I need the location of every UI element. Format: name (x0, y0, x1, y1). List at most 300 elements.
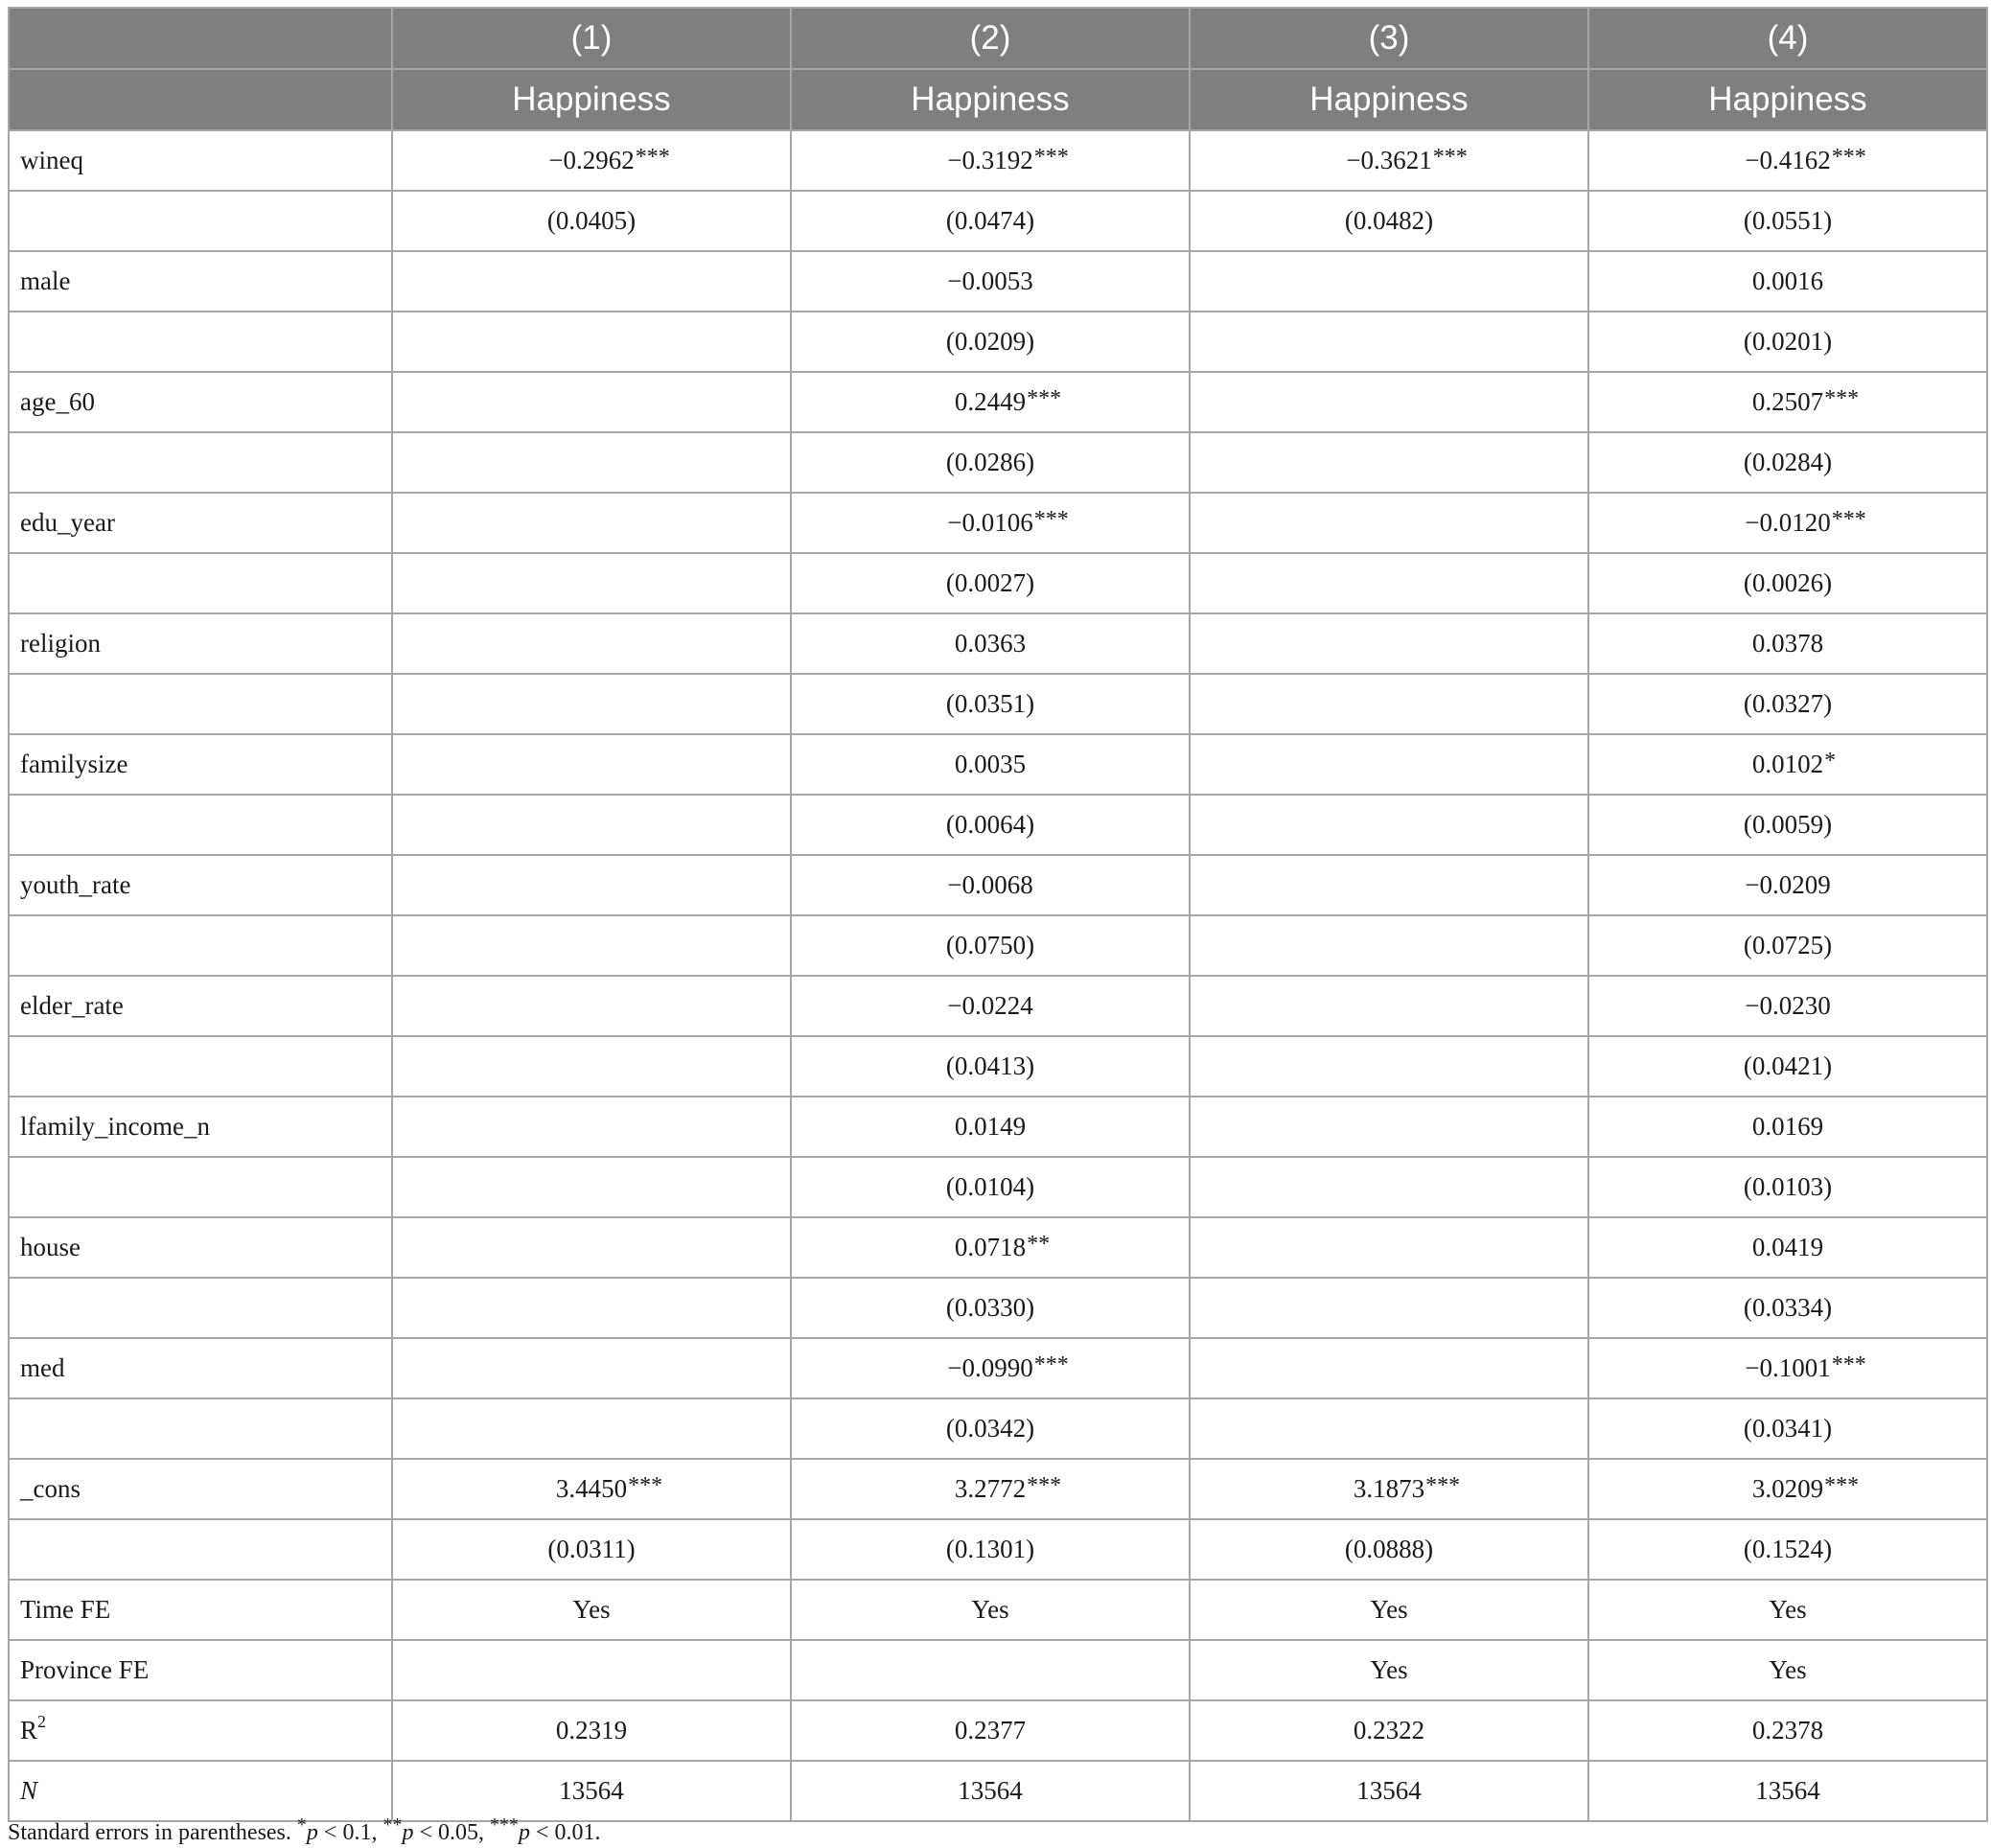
significance-stars: * (1824, 749, 1837, 774)
table-cell (1588, 251, 1987, 312)
cell-value-wrapper (1370, 1595, 1407, 1625)
cell-value: 0.0378 (1751, 629, 1824, 658)
row-label (9, 312, 392, 372)
table-row (9, 734, 1987, 795)
table-cell (1190, 1217, 1588, 1278)
footnote-prefix: Standard errors in parentheses. (8, 1820, 297, 1845)
table-cell (791, 1700, 1190, 1761)
cell-value: (0.0286) (945, 448, 1035, 476)
table-cell (1190, 372, 1588, 432)
cell-value: (0.0334) (1743, 1293, 1833, 1322)
table-cell (1588, 1036, 1987, 1097)
cell-value: (0.0284) (1743, 448, 1833, 476)
significance-stars: *** (1033, 507, 1069, 532)
table-row (9, 1398, 1987, 1459)
row-label (9, 613, 392, 674)
table-header (9, 8, 1987, 130)
significance-stars: *** (1824, 1473, 1860, 1498)
cell-value-wrapper (947, 870, 1032, 900)
table-cell (392, 613, 791, 674)
cell-value: −0.0224 (947, 991, 1033, 1020)
cell-value: Yes (1769, 1595, 1807, 1624)
row-label-text: N (20, 1776, 38, 1805)
row-label-text: R (20, 1716, 38, 1744)
cell-value-wrapper (946, 1414, 1034, 1444)
table-cell (791, 1217, 1190, 1278)
table-cell (1588, 613, 1987, 674)
table-cell (1588, 1338, 1987, 1398)
cell-value-wrapper (1744, 1535, 1832, 1564)
row-label (9, 674, 392, 734)
cell-value-wrapper (1744, 327, 1832, 357)
table-row (9, 1580, 1987, 1640)
table-row (9, 1157, 1987, 1217)
table-cell (1588, 795, 1987, 855)
table-cell (1588, 976, 1987, 1036)
footnote-threshold-1: < 0.1, (317, 1820, 383, 1845)
cell-value-wrapper (1745, 991, 1830, 1021)
table-row (9, 1459, 1987, 1519)
table-cell (1190, 855, 1588, 915)
cell-value: 13564 (1755, 1776, 1820, 1805)
table-cell (1588, 1519, 1987, 1580)
cell-value-wrapper (954, 1232, 1051, 1262)
table-cell (1588, 1278, 1987, 1338)
table-cell (791, 734, 1190, 795)
row-label-text: religion (20, 629, 101, 658)
cell-value: 0.0169 (1751, 1112, 1824, 1141)
dependent-variable-2: Happiness (791, 69, 1190, 130)
cell-value-wrapper (1751, 386, 1860, 417)
footnote-star-2: ** (382, 1814, 403, 1836)
cell-value-wrapper (1752, 1233, 1823, 1262)
footnote-p-1: p (306, 1820, 318, 1845)
cell-value: 3.0209 (1751, 1474, 1824, 1503)
model-number-1: (1) (392, 8, 791, 69)
cell-value-wrapper (1751, 1473, 1860, 1504)
header-corner-cell (9, 69, 392, 130)
row-label-text: med (20, 1353, 65, 1382)
cell-value: 0.0419 (1751, 1233, 1824, 1261)
table-cell (791, 1519, 1190, 1580)
row-label-text: age_60 (20, 387, 95, 416)
table-cell (1190, 1700, 1588, 1761)
table-cell (791, 493, 1190, 553)
row-label (9, 1097, 392, 1157)
cell-value-wrapper (1751, 749, 1837, 779)
cell-value: 3.1873 (1353, 1474, 1425, 1503)
table-row (9, 432, 1987, 493)
cell-value-wrapper (1752, 1716, 1823, 1745)
cell-value-wrapper (1744, 1172, 1832, 1202)
cell-value: (0.0201) (1743, 327, 1833, 356)
cell-value-wrapper (1745, 145, 1866, 175)
table-cell (791, 976, 1190, 1036)
cell-value-wrapper (1744, 448, 1832, 477)
table-cell (392, 432, 791, 493)
table-row (9, 1278, 1987, 1338)
cell-value-wrapper (1354, 1716, 1424, 1745)
table-row (9, 613, 1987, 674)
table-cell (1190, 976, 1588, 1036)
cell-value: (0.0405) (546, 206, 637, 235)
cell-value: (0.0330) (945, 1293, 1035, 1322)
row-label (9, 1700, 392, 1761)
row-label (9, 1398, 392, 1459)
cell-value: Yes (1370, 1655, 1408, 1684)
table-cell (392, 1519, 791, 1580)
cell-value-wrapper (1755, 1776, 1820, 1806)
table-cell (1190, 553, 1588, 613)
table-cell (392, 1278, 791, 1338)
table-cell (1190, 613, 1588, 674)
row-label (9, 1761, 392, 1821)
row-label (9, 1217, 392, 1278)
table-cell (1190, 1338, 1588, 1398)
cell-value-wrapper (946, 1172, 1034, 1202)
table-row (9, 915, 1987, 976)
cell-value-wrapper (946, 810, 1034, 840)
cell-value-wrapper (1744, 1414, 1832, 1444)
table-row (9, 372, 1987, 432)
table-cell (392, 1338, 791, 1398)
table-cell (791, 1097, 1190, 1157)
cell-value-wrapper (955, 750, 1026, 779)
cell-value: (0.0888) (1344, 1535, 1434, 1563)
cell-value-wrapper (1744, 931, 1832, 960)
table-cell (791, 251, 1190, 312)
cell-value-wrapper (1353, 1473, 1461, 1504)
cell-value-wrapper (1346, 145, 1468, 175)
significance-stars: *** (1033, 145, 1069, 170)
cell-value-wrapper (946, 1535, 1034, 1564)
table-cell (791, 1036, 1190, 1097)
row-label-text: youth_rate (20, 870, 131, 899)
cell-value-wrapper (1744, 1051, 1832, 1081)
cell-value-wrapper (971, 1595, 1008, 1625)
cell-value-wrapper (1744, 689, 1832, 719)
table-row (9, 976, 1987, 1036)
row-label-text: elder_rate (20, 991, 124, 1020)
table-cell (1588, 312, 1987, 372)
table-row (9, 1519, 1987, 1580)
table-cell (1190, 191, 1588, 251)
table-row (9, 312, 1987, 372)
table-row (9, 191, 1987, 251)
row-label (9, 976, 392, 1036)
table-cell (1588, 130, 1987, 191)
cell-value-wrapper (1744, 568, 1832, 598)
table-cell (392, 1640, 791, 1700)
cell-value: (0.0474) (945, 206, 1035, 235)
row-label (9, 1580, 392, 1640)
table-cell (392, 130, 791, 191)
table-row (9, 1700, 1987, 1761)
table-cell (1190, 1459, 1588, 1519)
significance-stars: *** (628, 1473, 663, 1498)
table-cell (1588, 1640, 1987, 1700)
row-label (9, 1338, 392, 1398)
table-row (9, 1097, 1987, 1157)
table-cell (1190, 432, 1588, 493)
cell-value: (0.0209) (945, 327, 1035, 356)
cell-value-wrapper (955, 1716, 1026, 1745)
table-cell (392, 1700, 791, 1761)
table-cell (1190, 1640, 1588, 1700)
table-cell (392, 1761, 791, 1821)
table-cell (1588, 1217, 1987, 1278)
table-cell (1588, 191, 1987, 251)
cell-value: (0.0103) (1743, 1172, 1833, 1201)
table-cell (1588, 372, 1987, 432)
cell-value-wrapper (946, 206, 1034, 236)
cell-value: (0.0413) (945, 1051, 1035, 1080)
cell-value-wrapper (1752, 629, 1823, 658)
row-label-text: Time FE (20, 1595, 111, 1624)
cell-value-wrapper (1745, 870, 1830, 900)
table-cell (1588, 432, 1987, 493)
dependent-variable-1: Happiness (392, 69, 791, 130)
table-cell (1588, 855, 1987, 915)
row-label (9, 432, 392, 493)
cell-value: (0.0482) (1344, 206, 1434, 235)
row-label (9, 734, 392, 795)
table-cell (791, 1640, 1190, 1700)
cell-value: Yes (572, 1595, 611, 1624)
table-cell (1190, 1519, 1588, 1580)
cell-value-wrapper (556, 1716, 627, 1745)
row-label-text: house (20, 1233, 81, 1261)
row-label-text: lfamily_income_n (20, 1112, 210, 1141)
cell-value-wrapper (946, 568, 1034, 598)
cell-value: (0.0327) (1743, 689, 1833, 718)
cell-value-wrapper (947, 991, 1032, 1021)
row-label (9, 915, 392, 976)
table-cell (392, 1459, 791, 1519)
table-cell (791, 1338, 1190, 1398)
row-label (9, 130, 392, 191)
cell-value: 13564 (1356, 1776, 1422, 1805)
cell-value: −0.0106 (947, 508, 1033, 537)
table-cell (1588, 1398, 1987, 1459)
table-cell (1190, 251, 1588, 312)
table-cell (392, 795, 791, 855)
cell-value: (0.0750) (945, 931, 1035, 959)
table-cell (1588, 1761, 1987, 1821)
cell-value: 0.2378 (1751, 1716, 1824, 1744)
cell-value: (0.0027) (945, 568, 1035, 597)
table-cell (791, 674, 1190, 734)
table-cell (1588, 674, 1987, 734)
header-corner-cell (9, 8, 392, 69)
cell-value-wrapper (1744, 1293, 1832, 1323)
table-row (9, 553, 1987, 613)
table-row (9, 130, 1987, 191)
cell-value-wrapper (947, 145, 1069, 175)
table-cell (1190, 1278, 1588, 1338)
table-cell (1588, 553, 1987, 613)
table-row (9, 1217, 1987, 1278)
cell-value: (0.0104) (945, 1172, 1035, 1201)
significance-stars: *** (1824, 386, 1860, 411)
table-cell (791, 795, 1190, 855)
cell-value-wrapper (955, 629, 1026, 658)
table-cell (791, 372, 1190, 432)
table-cell (392, 553, 791, 613)
row-label (9, 251, 392, 312)
cell-value: 0.2507 (1751, 387, 1824, 416)
row-label (9, 553, 392, 613)
cell-value: Yes (1769, 1655, 1807, 1684)
cell-value-wrapper (947, 507, 1069, 538)
cell-value: −0.0068 (947, 870, 1033, 899)
table-cell (1588, 734, 1987, 795)
table-cell (392, 674, 791, 734)
cell-value-wrapper (1370, 1655, 1407, 1685)
cell-value: 3.4450 (555, 1474, 628, 1503)
table-cell (392, 312, 791, 372)
cell-value-wrapper (547, 206, 636, 236)
significance-stars: *** (1831, 507, 1866, 532)
significance-stars: *** (1831, 1352, 1866, 1377)
table-cell (791, 613, 1190, 674)
header-row-dependent-variables (9, 69, 1987, 130)
table-cell (392, 1157, 791, 1217)
footnote-p-3: p (519, 1820, 530, 1845)
footnote-star-1: * (296, 1814, 307, 1836)
table-cell (392, 493, 791, 553)
row-label (9, 1640, 392, 1700)
table-cell (1190, 1157, 1588, 1217)
cell-value: −0.0120 (1745, 508, 1831, 537)
row-label (9, 493, 392, 553)
cell-value: −0.3192 (947, 146, 1033, 174)
cell-value-wrapper (1752, 1112, 1823, 1142)
significance-stars: ** (1027, 1232, 1051, 1257)
table-row (9, 493, 1987, 553)
table-cell (791, 1580, 1190, 1640)
cell-value: 0.2377 (954, 1716, 1027, 1744)
cell-value-wrapper (1769, 1655, 1806, 1685)
regression-table-container (8, 7, 1987, 1822)
row-label (9, 1036, 392, 1097)
table-cell (392, 1036, 791, 1097)
cell-value-wrapper (946, 931, 1034, 960)
cell-value: 3.2772 (954, 1474, 1027, 1503)
cell-value: (0.1524) (1743, 1535, 1833, 1563)
cell-value: (0.0351) (945, 689, 1035, 718)
cell-value-wrapper (1345, 1535, 1433, 1564)
table-cell (791, 1278, 1190, 1338)
table-cell (791, 432, 1190, 493)
cell-value-wrapper (954, 1473, 1062, 1504)
table-row (9, 251, 1987, 312)
row-label (9, 372, 392, 432)
regression-table (8, 7, 1988, 1822)
cell-value-wrapper (946, 1051, 1034, 1081)
table-row (9, 674, 1987, 734)
cell-value-wrapper (946, 448, 1034, 477)
row-label (9, 1157, 392, 1217)
cell-value: 0.0363 (954, 629, 1027, 658)
cell-value-wrapper (947, 1352, 1069, 1383)
table-row (9, 855, 1987, 915)
significance-stars: *** (1027, 1473, 1062, 1498)
table-cell (1190, 1097, 1588, 1157)
cell-value-wrapper (1745, 1352, 1866, 1383)
row-label (9, 795, 392, 855)
model-number-4: (4) (1588, 8, 1987, 69)
table-cell (1190, 734, 1588, 795)
table-cell (791, 1398, 1190, 1459)
table-cell (392, 1097, 791, 1157)
cell-value: (0.1301) (945, 1535, 1035, 1563)
cell-value-wrapper (548, 145, 670, 175)
cell-value: (0.0551) (1743, 206, 1833, 235)
model-number-3: (3) (1190, 8, 1588, 69)
table-cell (1190, 312, 1588, 372)
table-row (9, 795, 1987, 855)
table-cell (1588, 1097, 1987, 1157)
row-label (9, 191, 392, 251)
table-cell (791, 312, 1190, 372)
table-cell (1190, 130, 1588, 191)
footnote-threshold-2: < 0.05, (413, 1820, 490, 1845)
table-cell (791, 191, 1190, 251)
table-cell (791, 855, 1190, 915)
row-label-text: wineq (20, 146, 83, 174)
table-body (9, 130, 1987, 1821)
table-cell (392, 734, 791, 795)
cell-value-wrapper (1356, 1776, 1422, 1806)
row-label (9, 1278, 392, 1338)
significance-stars: *** (1027, 386, 1062, 411)
cell-value: (0.0064) (945, 810, 1035, 839)
footnote-p-2: p (402, 1820, 414, 1845)
cell-value: 13564 (958, 1776, 1023, 1805)
cell-value: Yes (1370, 1595, 1408, 1624)
table-cell (1190, 1398, 1588, 1459)
table-cell (791, 553, 1190, 613)
row-label-text: male (20, 266, 71, 295)
cell-value-wrapper (954, 386, 1062, 417)
cell-value: 0.0718 (954, 1233, 1027, 1261)
table-cell (1190, 1761, 1588, 1821)
significance-stars: *** (1831, 145, 1866, 170)
row-label-text: _cons (20, 1474, 81, 1503)
header-row-model-numbers (9, 8, 1987, 69)
table-cell (1190, 493, 1588, 553)
table-cell (1588, 1459, 1987, 1519)
dependent-variable-3: Happiness (1190, 69, 1588, 130)
cell-value: (0.0341) (1743, 1414, 1833, 1443)
cell-value: −0.0990 (947, 1353, 1033, 1382)
cell-value-wrapper (1745, 507, 1866, 538)
table-cell (392, 191, 791, 251)
cell-value: (0.0421) (1743, 1051, 1833, 1080)
cell-value: −0.3621 (1346, 146, 1432, 174)
table-cell (1588, 1157, 1987, 1217)
table-row (9, 1338, 1987, 1398)
cell-value: (0.0342) (945, 1414, 1035, 1443)
significance-stars: *** (635, 145, 670, 170)
cell-value: 13564 (559, 1776, 624, 1805)
table-row (9, 1761, 1987, 1821)
cell-value: 0.0102 (1751, 750, 1824, 778)
cell-value-wrapper (958, 1776, 1023, 1806)
cell-value-wrapper (572, 1595, 610, 1625)
cell-value-wrapper (1345, 206, 1433, 236)
